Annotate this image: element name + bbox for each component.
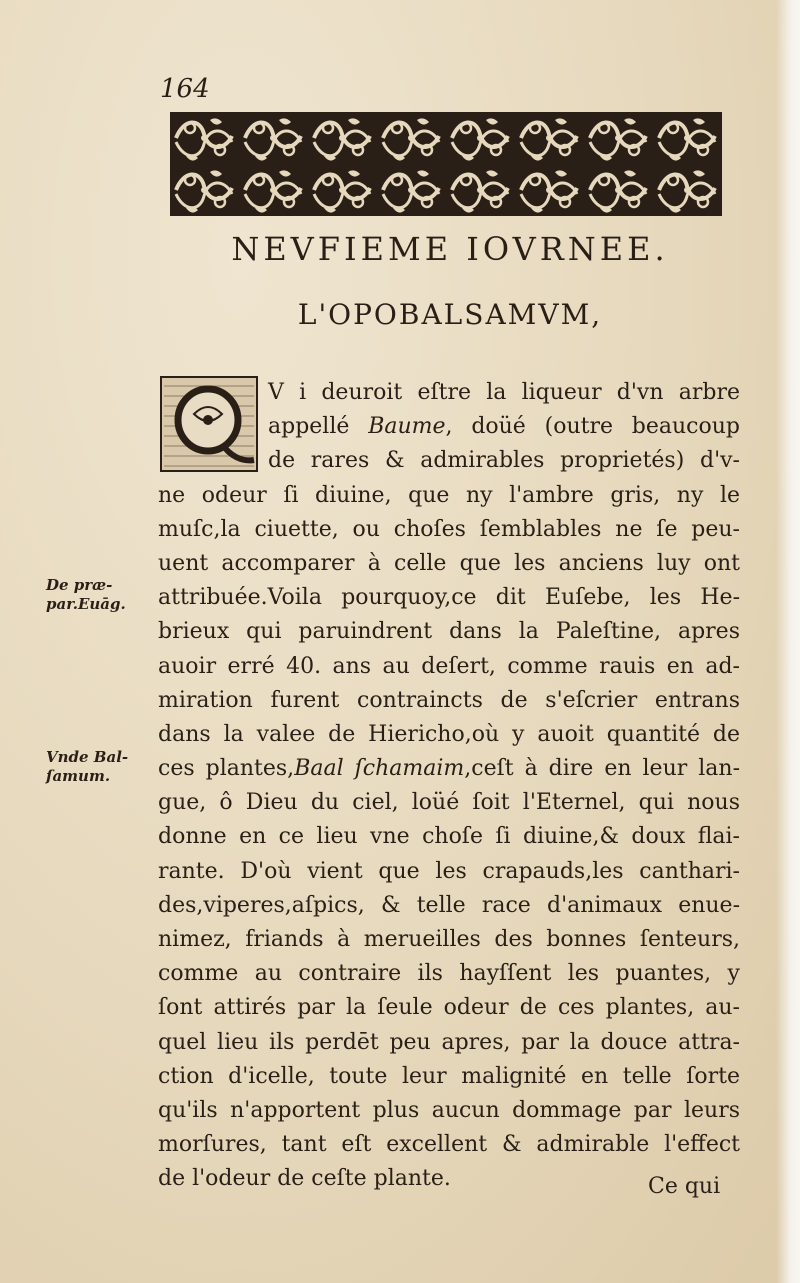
text-line: rante. D'où vient que les crapauds,les canthari- <box>158 858 740 884</box>
text-line: attribuée.Voila pourquoy,ce dit Euſebe, les He- <box>158 585 740 611</box>
text-line: V i deuroit eſtre la liqueur d'vn arbre <box>268 380 740 405</box>
text-line: dans la valee de Hiericho,où y auoit quantité de <box>158 721 740 747</box>
text-line: ction d'icelle, toute leur malignité en telle ſorte <box>158 1063 740 1089</box>
text-line: ne odeur ſi diuine, que ny l'ambre gris, ny le <box>158 482 740 508</box>
text-line: qu'ils n'apportent plus aucun dommage par leurs <box>158 1097 740 1123</box>
text-line: brieux qui paruindrent dans la Paleſtine, apres <box>158 619 740 645</box>
margin-note-de-praep: De præ- par.Euāg. <box>46 576 126 613</box>
text-line: quel lieu ils perdēt peu apres, par la douce attra- <box>158 1029 740 1055</box>
body-text <box>158 376 740 1197</box>
text-line: nimez, friands à merueilles des bonnes ſenteurs, <box>158 927 740 952</box>
text-line: muſc,la ciuette, ou choſes ſemblables ne ſe peu- <box>158 516 740 542</box>
page-number: 164 <box>160 74 210 104</box>
text-line: des,viperes,aſpics, & telle race d'animaux enue- <box>158 892 740 918</box>
text-line: uent accomparer à celle que les anciens luy ont <box>158 550 740 576</box>
text-line: ces plantes,Baal ſchamaim,ceſt à dire en leur lan- <box>158 756 741 782</box>
text-line: comme au contraire ils hayſſent les puantes, y <box>158 961 740 987</box>
text-line: de rares & admirables proprietés) d'v- <box>268 448 740 474</box>
text-line: donne en ce lieu vne choſe ſi diuine,& doux flai- <box>158 824 740 850</box>
chapter-title: NEVFIEME IOVRNEE. <box>231 230 669 268</box>
text-line: miration furent contraincts de s'eſcrier entrans <box>158 687 740 713</box>
text-line: appellé Baume, doüé (outre beaucoup <box>268 414 740 440</box>
page-edge <box>776 0 800 1283</box>
text-line: de l'odeur de ceſte plante. <box>158 1166 451 1192</box>
text-line: auoir erré 40. ans au deſert, comme rauis en ad- <box>158 653 740 679</box>
text-line: ſont attirés par la ſeule odeur de ces plantes, au- <box>158 995 740 1021</box>
text-line: morſures, tant eſt excellent & admirable l'effect <box>158 1132 740 1158</box>
printers-ornament-band <box>170 112 722 216</box>
text-line: gue, ô Dieu du ciel, loüé ſoit l'Eternel, qui nous <box>158 790 740 816</box>
catchword: Ce qui <box>648 1174 721 1199</box>
section-title: L'OPOBALSAMVM, <box>297 298 603 331</box>
margin-note-vnde-balsamum: Vnde Bal- ſamum. <box>46 748 129 785</box>
